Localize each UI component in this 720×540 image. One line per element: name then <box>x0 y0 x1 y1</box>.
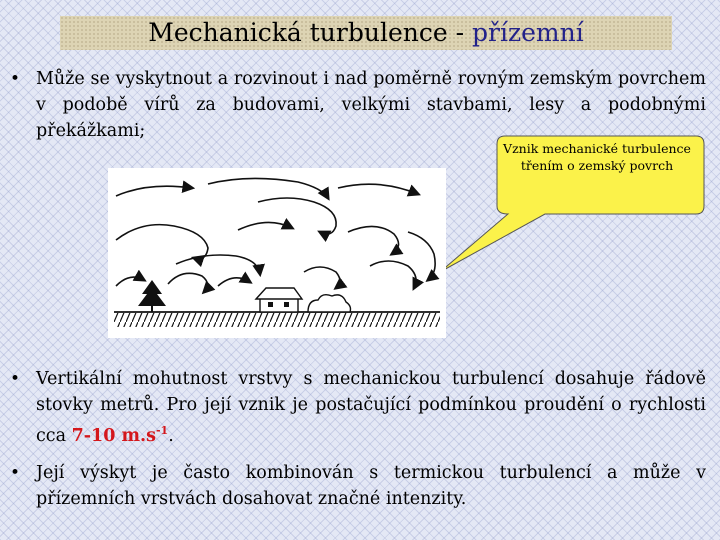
bullet-2-text-before: Vertikální mohutnost vrstvy s mechanickou turbulencí dosahuje řádově stovky metrů. Pro její vznik je postačující podmínkou proudění o rychlosti cca <box>36 369 706 446</box>
bullet-3-text: Její výskyt je často kombinován s termickou turbulencí a může v přízemních vrstvách dosahovat značné intenzity. <box>36 463 706 509</box>
ground-hatch <box>114 313 440 327</box>
bullet-2-text <box>36 366 706 449</box>
callout-text: Vznik mechanické turbulence třením o zemský povrch <box>503 141 691 173</box>
bullet-2-text-after: . <box>168 425 174 446</box>
speed-value-exponent: -1 <box>155 424 169 437</box>
title-accent: přízemní <box>472 18 584 47</box>
wind-arrow-icon <box>116 178 435 292</box>
bush-icon <box>308 295 351 312</box>
bullet-1-text: Může se vyskytnout a rozvinout i nad poměrně rovným zemským povrchem v podobě vírů za budovami, velkými stavbami, lesy a podobnými překážkami; <box>36 69 706 141</box>
tree-icon <box>138 280 166 312</box>
turbulence-figure <box>108 168 446 338</box>
bullet-marker-2: • <box>10 369 21 389</box>
title-main: Mechanická turbulence - <box>148 18 472 47</box>
speed-value <box>72 426 169 446</box>
speed-value-text: 7-10 m.s <box>71 425 156 446</box>
bullet-marker-1: • <box>10 69 21 89</box>
bullet-marker-3: • <box>10 463 21 483</box>
house-icon <box>256 288 302 312</box>
